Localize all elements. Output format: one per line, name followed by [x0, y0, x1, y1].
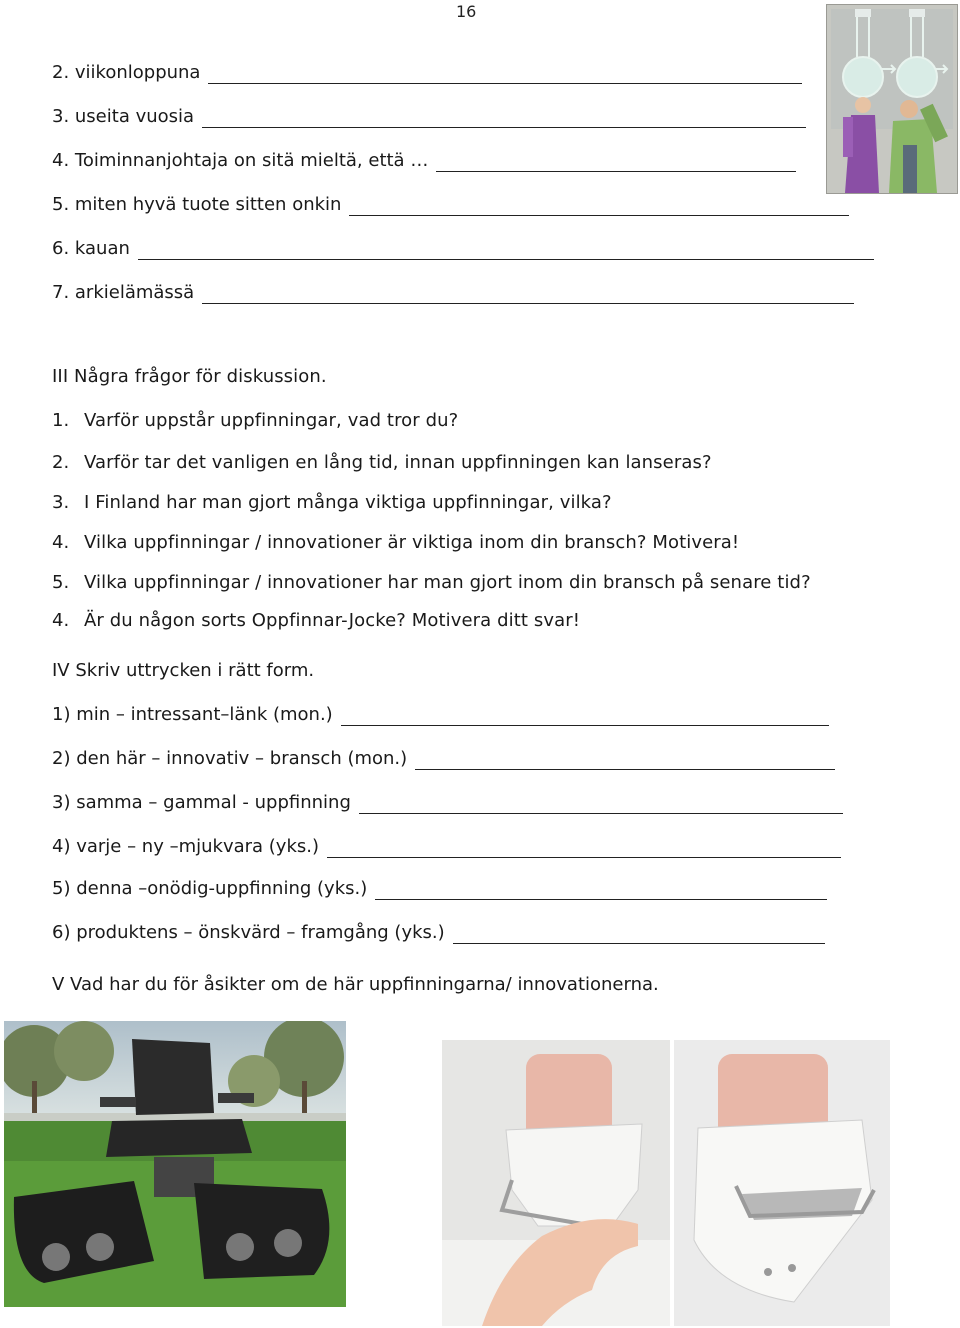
answer-blank[interactable] [341, 709, 829, 726]
answer-blank[interactable] [138, 243, 874, 260]
question-text: Varför tar det vanligen en lång tid, innan uppfinningen kan lanseras? [84, 452, 712, 473]
answer-blank[interactable] [202, 111, 806, 128]
page-number: 16 [456, 2, 477, 21]
list-item [52, 282, 854, 304]
discussion-question [52, 572, 811, 594]
exercise-text: 6) produktens – önskvärd – framgång (yks.) [52, 922, 445, 943]
item-text: 4. Toiminnanjohtaja on sitä mieltä, että … [52, 150, 429, 171]
exercise-item [52, 922, 825, 944]
answer-blank[interactable] [436, 155, 796, 172]
section3-heading: III Några frågor för diskussion. [52, 366, 327, 387]
section4-heading: IV Skriv uttrycken i rätt form. [52, 660, 315, 681]
answer-blank[interactable] [202, 287, 854, 304]
question-number: 1. [52, 410, 70, 431]
item-text: 2. viikonloppuna [52, 62, 201, 83]
exercise-text: 4) varje – ny –mjukvara (yks.) [52, 836, 320, 857]
list-item [52, 194, 849, 216]
question-number: 3. [52, 492, 70, 513]
section5-heading: V Vad har du för åsikter om de här uppfinningarna/ innovationerna. [52, 974, 659, 995]
exercise-text: 5) denna –onödig-uppfinning (yks.) [52, 878, 368, 899]
answer-blank[interactable] [327, 841, 841, 858]
discussion-question [52, 452, 712, 474]
list-item [52, 62, 802, 84]
soap-grater-photo [442, 1040, 890, 1326]
tracked-wheelchair-photo [4, 1021, 346, 1307]
exercise-item [52, 704, 829, 726]
exercise-item [52, 878, 827, 900]
question-text: Är du någon sorts Oppfinnar-Jocke? Motivera ditt svar! [84, 610, 581, 631]
item-text: 7. arkielämässä [52, 282, 195, 303]
exercise-text: 3) samma – gammal - uppfinning [52, 792, 351, 813]
question-text: Vilka uppfinningar / innovationer är viktiga inom din bransch? Motivera! [84, 532, 740, 553]
answer-blank[interactable] [415, 753, 835, 770]
exercise-text: 2) den här – innovativ – bransch (mon.) [52, 748, 408, 769]
item-text: 6. kauan [52, 238, 130, 259]
answer-blank[interactable] [375, 883, 827, 900]
question-number: 5. [52, 572, 70, 593]
answer-blank[interactable] [359, 797, 843, 814]
exercise-text: 1) min – intressant–länk (mon.) [52, 704, 333, 725]
question-number: 4. [52, 532, 70, 553]
exercise-item [52, 836, 841, 858]
answer-blank[interactable] [453, 927, 825, 944]
exercise-item [52, 748, 835, 770]
question-text: Vilka uppfinningar / innovationer har man gjort inom din bransch på senare tid? [84, 572, 811, 593]
discussion-question [52, 410, 458, 432]
discussion-question [52, 532, 739, 554]
list-item [52, 106, 806, 128]
exercise-item [52, 792, 843, 814]
item-text: 5. miten hyvä tuote sitten onkin [52, 194, 342, 215]
list-item [52, 150, 796, 172]
list-item [52, 238, 874, 260]
discussion-question [52, 610, 580, 632]
question-text: Varför uppstår uppfinningar, vad tror du? [84, 410, 459, 431]
discussion-question [52, 492, 612, 514]
item-text: 3. useita vuosia [52, 106, 195, 127]
answer-blank[interactable] [208, 67, 802, 84]
question-text: I Finland har man gjort många viktiga uppfinningar, vilka? [84, 492, 612, 513]
question-number: 2. [52, 452, 70, 473]
question-number: 4. [52, 610, 70, 631]
scientists-illustration [826, 4, 958, 194]
answer-blank[interactable] [349, 199, 849, 216]
